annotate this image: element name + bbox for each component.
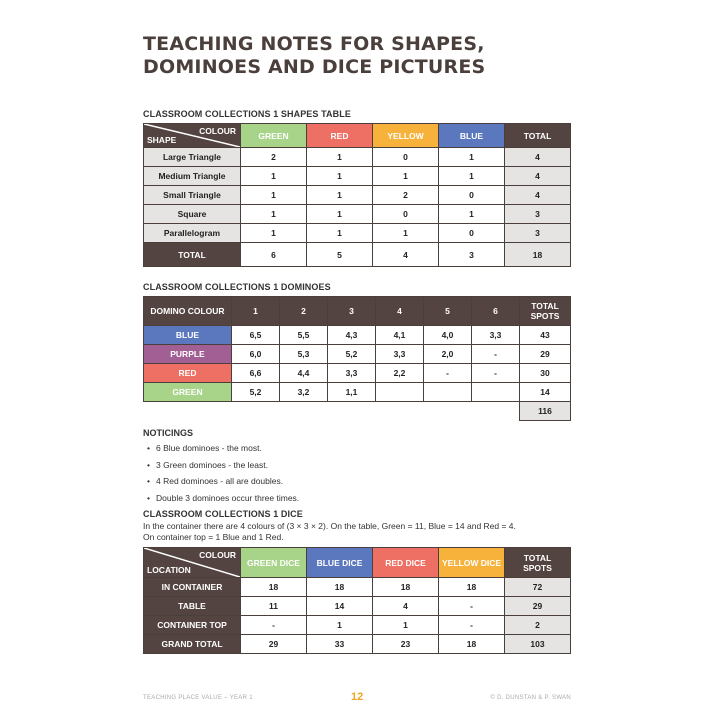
row-total: 72	[505, 578, 571, 597]
dice-corner-cell	[144, 548, 241, 578]
table-cell: 1	[307, 205, 373, 224]
table-cell: 6,5	[232, 326, 280, 345]
table-cell: 33	[307, 635, 373, 654]
list-item: • 3 Green dominoes - the least.	[147, 457, 299, 474]
total-spots-header-line-2: SPOTS	[530, 311, 560, 321]
column-header-blue: BLUE	[439, 124, 505, 148]
column-header-red-dice: RED DICE	[373, 548, 439, 578]
total-spots-header-line-2: SPOTS	[523, 562, 552, 573]
table-cell: 18	[241, 578, 307, 597]
table-cell: 4	[373, 597, 439, 616]
table-row	[144, 167, 571, 186]
dice-heading: CLASSROOM COLLECTIONS 1 DICE	[143, 509, 303, 519]
table-row	[144, 597, 571, 616]
table-cell: 2	[241, 148, 307, 167]
table-cell: 5,3	[280, 345, 328, 364]
total-row-label: TOTAL	[144, 243, 241, 267]
row-label: Small Triangle	[144, 186, 241, 205]
table-cell: 6	[241, 243, 307, 267]
column-header-2: 2	[280, 297, 328, 326]
table-cell	[376, 383, 424, 402]
empty-space	[144, 402, 520, 421]
table-cell: 23	[373, 635, 439, 654]
table-cell: 3,3	[376, 345, 424, 364]
row-total: 4	[505, 186, 571, 205]
table-cell: 18	[439, 578, 505, 597]
table-cell: 2	[373, 186, 439, 205]
list-item: • Double 3 dominoes occur three times.	[147, 490, 299, 507]
table-row	[144, 383, 571, 402]
table-cell: 1	[373, 167, 439, 186]
column-header-green-dice: GREEN DICE	[241, 548, 307, 578]
grand-total-row	[144, 402, 571, 421]
column-header-1: 1	[232, 297, 280, 326]
table-cell: 1	[307, 186, 373, 205]
table-cell: 4,4	[280, 364, 328, 383]
row-total: 29	[520, 345, 571, 364]
shapes-table-heading: CLASSROOM COLLECTIONS 1 SHAPES TABLE	[143, 109, 351, 119]
table-cell: 1	[241, 205, 307, 224]
table-cell: 3,3	[328, 364, 376, 383]
grand-total-cell: 103	[505, 635, 571, 654]
table-cell: 1,1	[328, 383, 376, 402]
table-row	[144, 345, 571, 364]
column-header-5: 5	[424, 297, 472, 326]
table-cell: 6,0	[232, 345, 280, 364]
column-header-3: 3	[328, 297, 376, 326]
table-cell: 1	[241, 224, 307, 243]
table-cell: 0	[373, 148, 439, 167]
row-label: CONTAINER TOP	[144, 616, 241, 635]
table-cell: 1	[439, 148, 505, 167]
table-row	[144, 186, 571, 205]
row-total: 4	[505, 148, 571, 167]
table-cell: 1	[439, 167, 505, 186]
table-cell: 1	[373, 616, 439, 635]
dominoes-table	[143, 296, 571, 421]
column-header-yellow: YELLOW	[373, 124, 439, 148]
table-cell: 6,6	[232, 364, 280, 383]
row-label: Large Triangle	[144, 148, 241, 167]
table-row	[144, 148, 571, 167]
row-label: Medium Triangle	[144, 167, 241, 186]
row-label: Parallelogram	[144, 224, 241, 243]
table-cell: 2,0	[424, 345, 472, 364]
row-total: 43	[520, 326, 571, 345]
table-cell: 4,3	[328, 326, 376, 345]
table-cell: 2,2	[376, 364, 424, 383]
table-cell: 1	[241, 186, 307, 205]
total-spots-header	[520, 297, 571, 326]
table-cell: 3	[439, 243, 505, 267]
table-cell: 3,2	[280, 383, 328, 402]
table-cell: 1	[307, 616, 373, 635]
row-label-purple: PURPLE	[144, 345, 232, 364]
table-row	[144, 205, 571, 224]
table-cell: -	[439, 597, 505, 616]
table-row	[144, 364, 571, 383]
row-total: 30	[520, 364, 571, 383]
column-header-red: RED	[307, 124, 373, 148]
dice-description-line-1: In the container there are 4 colours of (3 × 3 × 2). On the table, Green = 11, Blue = 14 and Red = 4.	[143, 521, 516, 531]
column-header-blue-dice: BLUE DICE	[307, 548, 373, 578]
grand-total-row	[144, 635, 571, 654]
row-label-blue: BLUE	[144, 326, 232, 345]
row-total: 3	[505, 205, 571, 224]
table-cell: 0	[439, 186, 505, 205]
dice-corner-colour-label: COLOUR	[199, 550, 236, 560]
table-cell: 4	[373, 243, 439, 267]
table-cell: 5,2	[232, 383, 280, 402]
table-cell: -	[472, 345, 520, 364]
grand-total-cell: 18	[505, 243, 571, 267]
page-number: 12	[351, 691, 364, 703]
row-total: 2	[505, 616, 571, 635]
table-cell: -	[472, 364, 520, 383]
total-spots-header	[505, 548, 571, 578]
footer-book-title: TEACHING PLACE VALUE – YEAR 1	[143, 695, 253, 701]
table-cell	[472, 383, 520, 402]
total-row	[144, 243, 571, 267]
table-cell: -	[241, 616, 307, 635]
table-row	[144, 326, 571, 345]
column-header-6: 6	[472, 297, 520, 326]
footer-copyright: © D. DUNSTAN & P. SWAN	[490, 695, 571, 701]
total-spots-header-line-1: TOTAL	[523, 552, 552, 563]
table-cell: -	[424, 364, 472, 383]
row-total: 4	[505, 167, 571, 186]
table-cell: 1	[307, 167, 373, 186]
row-total: 3	[505, 224, 571, 243]
total-spots-header-line-1: TOTAL	[531, 301, 559, 311]
table-cell: 1	[307, 148, 373, 167]
table-cell: 0	[439, 224, 505, 243]
noticings-list	[147, 440, 299, 506]
row-label: Square	[144, 205, 241, 224]
domino-colour-header: DOMINO COLOUR	[144, 297, 232, 326]
table-cell: 1	[439, 205, 505, 224]
grand-total-cell: 116	[520, 402, 571, 421]
table-row	[144, 616, 571, 635]
page-title-line-1: TEACHING NOTES FOR SHAPES,	[143, 33, 485, 55]
table-cell: 1	[307, 224, 373, 243]
table-cell: 18	[439, 635, 505, 654]
dominoes-table-heading: CLASSROOM COLLECTIONS 1 DOMINOES	[143, 282, 331, 292]
column-header-4: 4	[376, 297, 424, 326]
shapes-corner-colour-label: COLOUR	[199, 126, 236, 136]
list-item: • 6 Blue dominoes - the most.	[147, 440, 299, 457]
row-total: 29	[505, 597, 571, 616]
row-label: TABLE	[144, 597, 241, 616]
table-cell: 3,3	[472, 326, 520, 345]
row-label: IN CONTAINER	[144, 578, 241, 597]
shapes-corner-shape-label: SHAPE	[147, 135, 177, 145]
table-row	[144, 224, 571, 243]
table-cell: -	[439, 616, 505, 635]
table-row	[144, 578, 571, 597]
table-cell: 11	[241, 597, 307, 616]
list-item: • 4 Red dominoes - all are doubles.	[147, 473, 299, 490]
dice-table	[143, 547, 571, 654]
table-cell: 5,5	[280, 326, 328, 345]
noticings-heading: NOTICINGS	[143, 428, 194, 438]
table-cell: 5	[307, 243, 373, 267]
table-cell: 5,2	[328, 345, 376, 364]
table-cell: 1	[241, 167, 307, 186]
dice-description-line-2: On container top = 1 Blue and 1 Red.	[143, 532, 284, 542]
table-cell: 18	[307, 578, 373, 597]
table-cell: 29	[241, 635, 307, 654]
shapes-table	[143, 123, 571, 267]
shapes-corner-cell	[144, 124, 241, 148]
dice-description	[143, 521, 573, 543]
table-cell: 14	[307, 597, 373, 616]
column-header-total: TOTAL	[505, 124, 571, 148]
row-label-green: GREEN	[144, 383, 232, 402]
dice-corner-location-label: LOCATION	[147, 565, 191, 575]
row-label-red: RED	[144, 364, 232, 383]
table-cell: 18	[373, 578, 439, 597]
table-cell: 1	[373, 224, 439, 243]
page-title-line-2: DOMINOES AND DICE PICTURES	[143, 56, 486, 78]
column-header-yellow-dice: YELLOW DICE	[439, 548, 505, 578]
row-label: GRAND TOTAL	[144, 635, 241, 654]
table-cell: 4,0	[424, 326, 472, 345]
row-total: 14	[520, 383, 571, 402]
table-cell	[424, 383, 472, 402]
column-header-green: GREEN	[241, 124, 307, 148]
page-title	[143, 33, 583, 79]
table-cell: 0	[373, 205, 439, 224]
table-cell: 4,1	[376, 326, 424, 345]
